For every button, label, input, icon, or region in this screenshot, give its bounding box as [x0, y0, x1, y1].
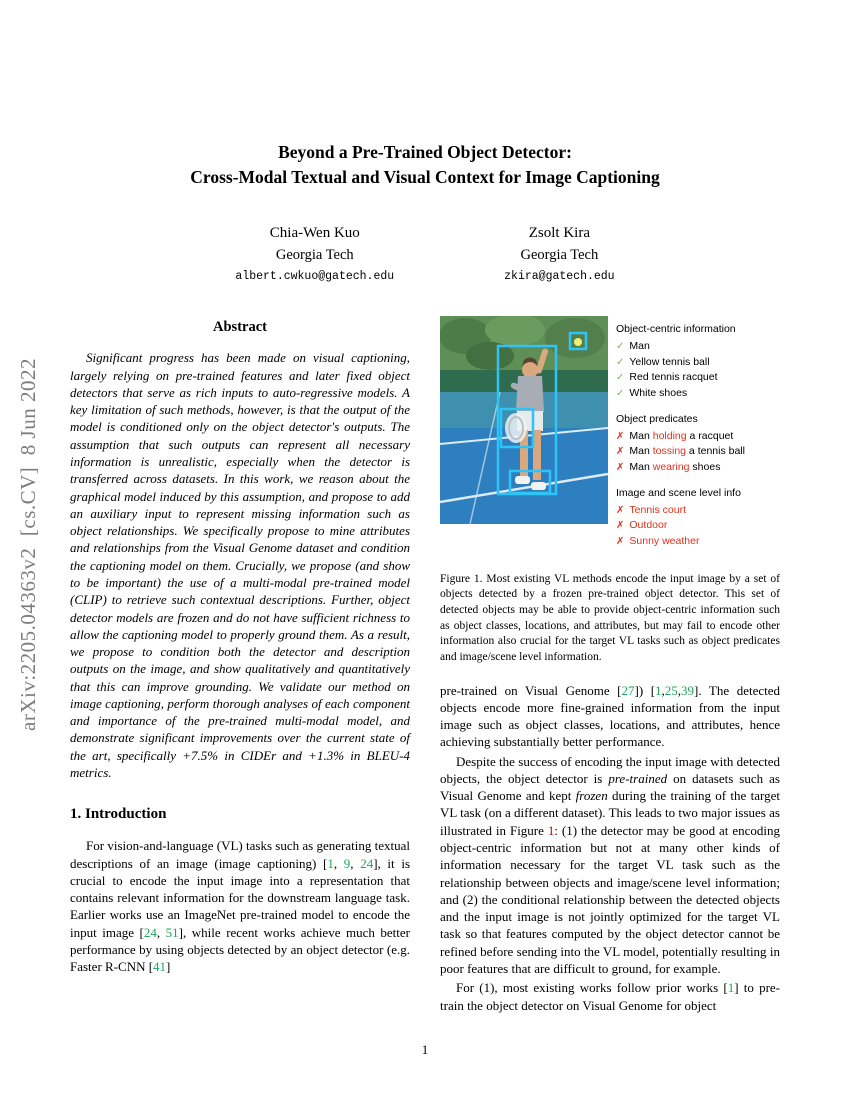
text-run: shoes [689, 461, 721, 473]
object-predicates-section [616, 412, 780, 476]
title-line-2: Cross-Modal Textual and Visual Context for Image Captioning [190, 167, 660, 188]
body-paragraph [440, 753, 780, 978]
list-item [616, 503, 780, 519]
citation-link[interactable]: 1 [655, 682, 662, 698]
citation-link[interactable]: 24 [360, 855, 374, 871]
list-item [616, 518, 780, 534]
figure-ref-link[interactable]: 1 [547, 822, 555, 838]
arxiv-watermark: arXiv:2205.04363v2 [cs.CV] 8 Jun 2022 [16, 358, 40, 732]
cross-icon: ✗ [616, 446, 625, 458]
list-item [616, 355, 780, 371]
citation-link[interactable]: 1 [327, 855, 334, 871]
object-item-label: Red tennis racquet [629, 371, 718, 384]
text-run: tossing [652, 445, 687, 458]
text-run: ]) [ [634, 682, 656, 698]
abstract-heading: Abstract [213, 319, 267, 335]
object-item-label: Yellow tennis ball [629, 355, 710, 368]
cross-icon: ✗ [616, 520, 625, 532]
figure-photo [440, 316, 608, 560]
text-run: holding [652, 429, 687, 442]
author-2-affiliation: Georgia Tech [520, 246, 599, 263]
text-run: , [661, 682, 665, 698]
body-paragraph [440, 979, 780, 1014]
object-predicates-title: Object predicates [616, 412, 698, 425]
list-item [616, 370, 780, 386]
citation-link[interactable]: 39 [681, 682, 695, 698]
predicate-item-label [629, 444, 745, 460]
intro-paragraph-1 [70, 837, 410, 975]
citation-link[interactable]: 24 [143, 924, 157, 940]
text-run: during the training of the target VL task (on a different dataset). This leads to two major issues as illustrated in Figure [440, 788, 780, 838]
author-2-name: Zsolt Kira [528, 225, 590, 241]
predicate-item-label [629, 429, 733, 445]
scene-item-label: Tennis court [629, 503, 687, 516]
right-column [440, 316, 780, 1014]
cross-icon: ✗ [616, 504, 625, 516]
title-line-1: Beyond a Pre-Trained Object Detector: [278, 142, 572, 162]
check-icon: ✓ [616, 372, 625, 384]
citation-link[interactable]: 1 [727, 980, 735, 996]
text-run: on datasets such as Visual Genome and kept [440, 770, 780, 804]
text-run: , [156, 924, 166, 940]
cross-icon: ✗ [616, 430, 625, 442]
author-1 [235, 222, 394, 283]
text-run: Man [629, 429, 653, 442]
paper-title [0, 140, 850, 191]
list-item [616, 339, 780, 355]
text-run: frozen [575, 788, 608, 804]
text-run: pre-trained on Visual Genome [ [440, 682, 622, 698]
check-icon: ✓ [616, 356, 625, 368]
citation-link[interactable]: 25 [664, 682, 678, 698]
scene-item-label: Outdoor [629, 519, 668, 532]
text-run: , [333, 855, 344, 871]
scene-level-section [616, 486, 780, 550]
list-item [616, 444, 780, 460]
text-run: ]. The detected objects encode more fine-grained information from the input image such as object classes, locations, and attributes, hence achieving substantially better performance. [440, 682, 780, 750]
text-run: Man [629, 461, 653, 473]
text-run: Despite the success of encoding the input image with detected objects, the object detector is [440, 753, 780, 786]
scene-item-label: Sunny weather [629, 535, 700, 547]
figure-annotation-panel [616, 316, 780, 560]
cross-icon: ✗ [616, 536, 625, 547]
citation-link[interactable]: 51 [165, 924, 179, 940]
text-run: , [677, 682, 682, 698]
text-run: For (1), most existing works follow prior works [ [456, 980, 728, 996]
author-block [0, 222, 850, 283]
citation-link[interactable]: 27 [621, 682, 635, 698]
citation-link[interactable]: 41 [153, 959, 167, 975]
author-2 [504, 222, 614, 283]
object-item-label: White shoes [629, 387, 688, 399]
cross-icon: ✗ [616, 462, 625, 473]
text-run: a tennis ball [686, 445, 745, 458]
tennis-photo-illustration [440, 316, 608, 524]
introduction-heading: 1. Introduction [70, 806, 167, 823]
author-2-email: zkira@gatech.edu [504, 269, 615, 283]
text-run: For vision-and-language (VL) tasks such as generating textual descriptions of an image (image captioning) [ [70, 838, 410, 871]
check-icon: ✓ [616, 388, 625, 399]
text-run: Man [629, 445, 653, 458]
author-1-name: Chia-Wen Kuo [269, 225, 360, 241]
abstract-text: Significant progress has been made on visual captioning, largely relying on pre-trained features and later fixed object detectors that serve as rich inputs to auto-regressive models. A key limitation of such methods, however, is that the output of the model is conditioned only on the object detector's outputs. The assumption that such outputs can represent all necessary information is unrealistic, especially when the detector is transferred across datasets. In this work, we reason about the graphical model induced by this assumption, and propose to add an auxiliary input to represent missing information such as object relationships. We specifically propose to mine attributes and relationships from the Visual Genome dataset and condition the captioning model on them. Crucially, we propose (and show to be important) the use of a multi-modal pre-trained model (CLIP) to retrieve such contextual descriptions. Further, object detector models are frozen and do not have sufficient richness to allow the captioning model to properly ground them. As a result, we propose to condition both the detector and description outputs on the image, and show qualitatively and quantitatively that this can improve grounding. We validate our method on image captioning, perform thorough analyses of each component and importance of the pre-trained multi-modal model, and demonstrate significant improvements over the current state of the art, specifically +7.5% in CIDEr and +1.3% in BLEU-4 metrics. [70, 350, 410, 781]
figure-1 [440, 316, 780, 560]
predicate-item-label [629, 460, 720, 476]
scene-level-title: Image and scene level info [616, 486, 741, 499]
list-item [616, 460, 780, 476]
text-run: ], it is crucial to encode the input image into a representation that contains relevant information for the downstream language task. Earlier works use an ImageNet pre-trained model to encode the input image [ [70, 855, 411, 940]
list-item [616, 429, 780, 445]
check-icon: ✓ [616, 340, 625, 352]
text-run: wearing [652, 461, 690, 473]
page-number: 1 [421, 1042, 429, 1057]
left-column [70, 318, 410, 976]
list-item [616, 534, 780, 550]
tennis-ball [574, 338, 582, 346]
text-run: : (1) the detector may be good at encoding object-centric information but not at many other kinds of information necessary for the target VL task such as the relationship between objects and image/scene level information; and (2) the conditional relationship between the detected objects and the input image is not jointly optimized for the target VL task so that features computed by the object detector cannot be refined before sending into the VL model, potentially resulting in poor features that are difficult to ground, for example. [440, 822, 780, 976]
text-run: ], while recent works achieve much better performance by using objects detected by an object detector (e.g. Faster R-CNN [ [70, 924, 411, 975]
body-paragraph [440, 682, 780, 751]
text-run: pre-trained [608, 770, 668, 786]
figure-caption: Figure 1. Most existing VL methods encode the input image by a set of objects detected by a frozen pre-trained object detector. This set of detected objects may be able to provide object-centric information such as object classes, locations, and attributes, but may fail to encode other information also crucial for the target VL tasks such as object predicates and image/scene level information. [440, 572, 780, 663]
text-run: ] to pre-train the object detector on Visual Genome for object [440, 980, 780, 1013]
text-run: , [350, 855, 361, 871]
text-run: ] [166, 959, 171, 975]
object-centric-title: Object-centric information [616, 323, 736, 335]
author-1-email: albert.cwkuo@gatech.edu [235, 269, 395, 283]
list-item [616, 386, 780, 402]
object-centric-section [616, 322, 780, 402]
author-1-affiliation: Georgia Tech [275, 246, 354, 263]
text-run: a racquet [686, 429, 734, 442]
object-item-label: Man [629, 339, 650, 352]
citation-link[interactable]: 9 [343, 855, 351, 871]
